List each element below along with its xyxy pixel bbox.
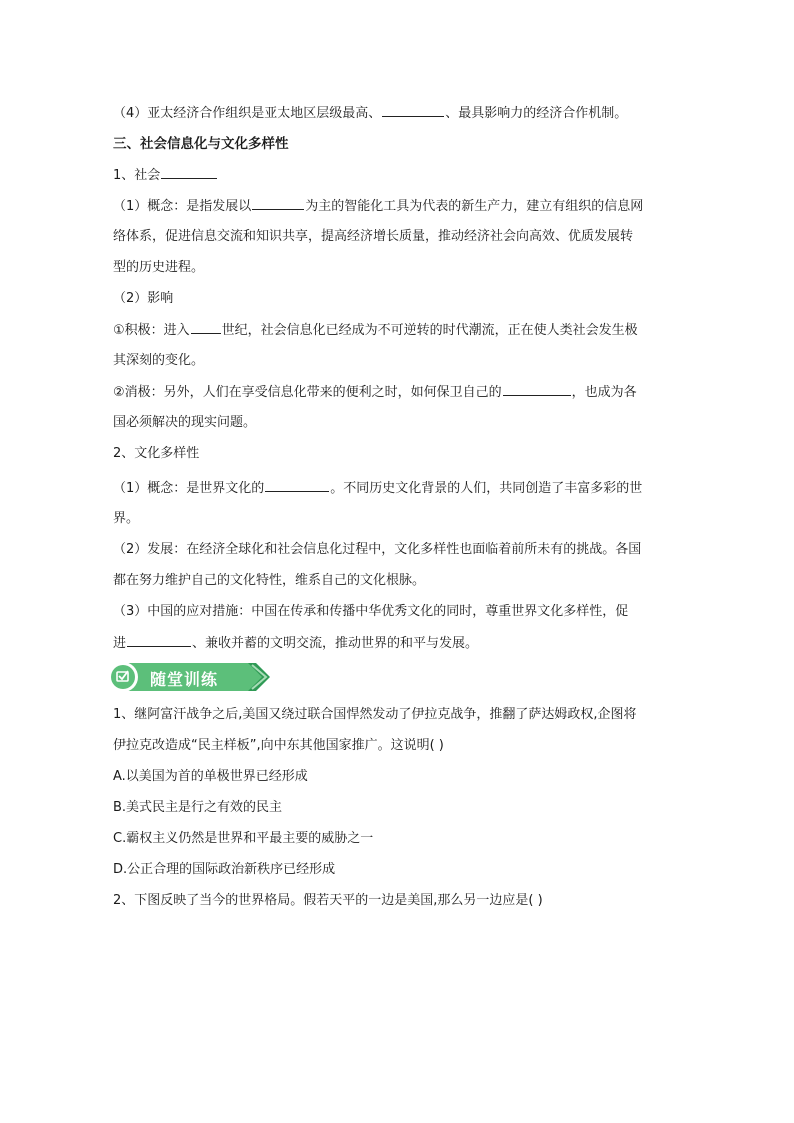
text: ，也成为各 <box>571 385 637 400</box>
subsection-2: 2、文化多样性 <box>113 446 200 461</box>
text: （4）亚太经济合作组织是亚太地区层级最高、 <box>113 106 382 121</box>
concept-line-2: 络体系，促进信息交流和知识共享，提高经济增长质量，推动经济社会向高效、优质发展转 <box>113 229 634 244</box>
text: 、兼收并蓄的文明交流，推动世界的和平与发展。 <box>192 636 479 651</box>
option-c: C.霸权主义仍然是世界和平最主要的威胁之一 <box>113 831 374 846</box>
positive-line-1 <box>113 321 638 340</box>
blank <box>161 166 217 179</box>
banner-title: 随堂训练 <box>150 670 219 689</box>
blank <box>503 383 571 396</box>
text: 、最具影响力的经济合作机制。 <box>445 106 628 121</box>
section-heading-3: 三、社会信息化与文化多样性 <box>113 136 289 152</box>
concept-line-3: 型的历史进程。 <box>113 260 205 275</box>
culture-concept-line-2: 界。 <box>113 511 140 526</box>
text: 。不同历史文化背景的人们，共同创造了丰富多彩的世 <box>330 481 643 496</box>
text: 为主的智能化工具为代表的新生产力，建立有组织的信息网 <box>305 199 644 214</box>
blank <box>252 197 304 210</box>
text: 进 <box>113 636 127 651</box>
positive-line-2: 其深刻的变化。 <box>113 353 205 368</box>
text: （1）概念：是指发展以 <box>113 199 252 214</box>
question-2: 2、下图反映了当今的世界格局。假若天平的一边是美国,那么另一边应是( ) <box>113 893 543 908</box>
text: 世纪，社会信息化已经成为不可逆转的时代潮流，正在使人类社会发生极 <box>221 323 638 338</box>
blank <box>127 634 191 647</box>
blank <box>382 104 444 117</box>
text: （1）概念：是世界文化的 <box>113 481 265 496</box>
impact-heading: （2）影响 <box>113 291 174 306</box>
option-b: B.美式民主是行之有效的民主 <box>113 800 283 815</box>
concept-line-1 <box>113 197 643 216</box>
apec-line <box>113 104 627 123</box>
negative-line-2: 国必须解决的现实问题。 <box>113 415 257 430</box>
measures-line-2 <box>113 634 478 653</box>
question-1-line-2: 伊拉克改造成“民主样板”,向中东其他国家推广。这说明( ) <box>113 738 444 753</box>
blank <box>191 321 221 334</box>
culture-concept-line-1 <box>113 479 642 498</box>
question-1-line-1: 1、继阿富汗战争之后,美国又绕过联合国悍然发动了伊拉克战争，推翻了萨达姆政权,企图将 <box>113 707 637 722</box>
subsection-1 <box>113 166 218 185</box>
measures-line-1: （3）中国的应对措施：中国在传承和传播中华优秀文化的同时，尊重世界文化多样性，促 <box>113 604 629 619</box>
text: 1、社会 <box>113 168 161 183</box>
development-line-2: 都在努力维护自己的文化特性，维系自己的文化根脉。 <box>113 573 426 588</box>
blank <box>265 479 329 492</box>
development-line-1: （2）发展：在经济全球化和社会信息化过程中，文化多样性也面临着前所未有的挑战。各国 <box>113 542 642 557</box>
negative-line-1 <box>113 383 637 402</box>
option-d: D.公正合理的国际政治新秩序已经形成 <box>113 862 336 877</box>
text: ①积极：进入 <box>113 323 190 338</box>
text: ②消极：另外，人们在享受信息化带来的便利之时，如何保卫自己的 <box>113 385 502 400</box>
option-a: A.以美国为首的单极世界已经形成 <box>113 769 308 784</box>
